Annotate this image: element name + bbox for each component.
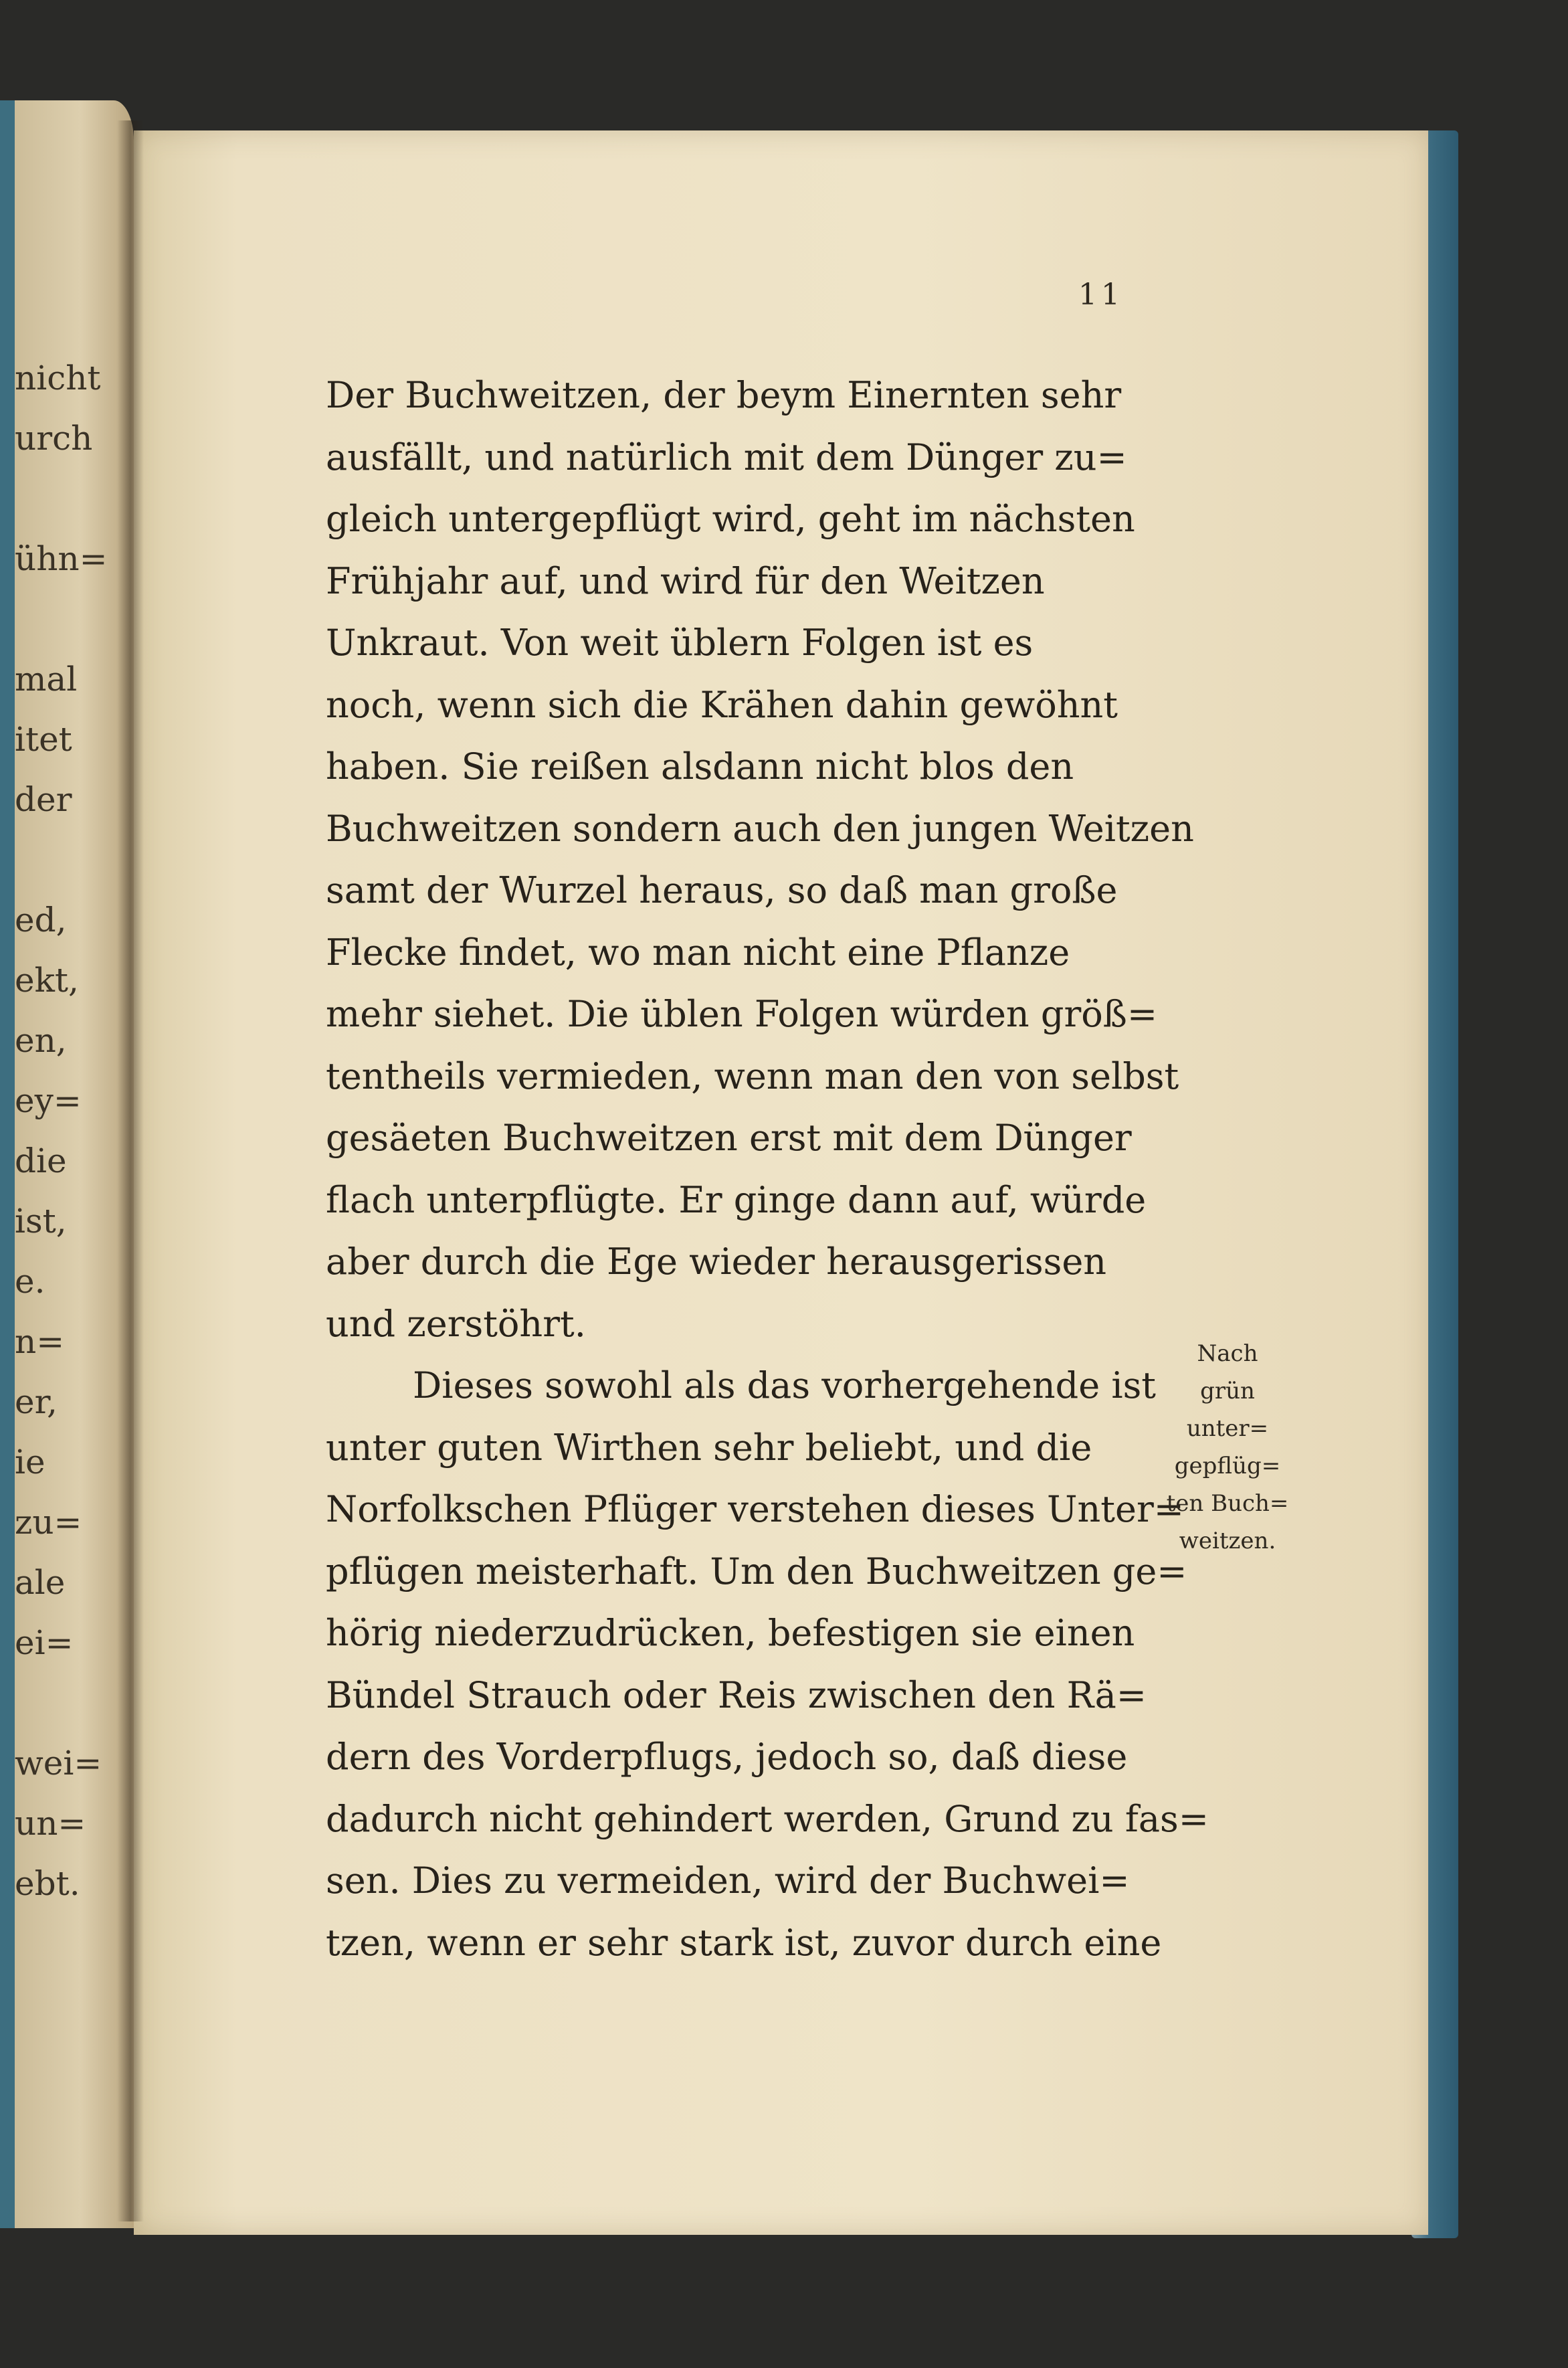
marginal-line: unter= [1186, 1415, 1269, 1442]
text-line: gesäeten Buchweitzen erst mit dem Dünger [326, 1117, 1132, 1159]
marginal-note [1164, 1335, 1291, 1560]
left-fragment [15, 1673, 134, 1733]
text-line: Flecke findet, wo man nicht eine Pflanze [326, 931, 1070, 974]
text-line: tzen, wenn er sehr stark ist, zuvor durch eine [326, 1921, 1162, 1964]
marginal-line: Nach [1197, 1340, 1258, 1367]
text-line: Buchweitzen sondern auch den jungen Weitzen [326, 807, 1194, 850]
text-line: samt der Wurzel heraus, so daß man große [326, 869, 1118, 911]
text-line: mehr siehet. Die üblen Folgen würden größ= [326, 993, 1158, 1035]
left-fragment [15, 830, 134, 890]
text-line: sen. Dies zu vermeiden, wird der Buchwei= [326, 1859, 1130, 1902]
text-line: Norfolkschen Pflüger verstehen dieses Unter= [326, 1488, 1185, 1530]
left-fragment: der [15, 780, 72, 819]
marginal-line: weitzen. [1179, 1528, 1276, 1554]
left-fragment: ebt. [15, 1864, 80, 1903]
left-fragment: ühn= [15, 539, 108, 578]
text-line: Frühjahr auf, und wird für den Weitzen [326, 559, 1045, 602]
left-fragment: ie [15, 1443, 45, 1481]
text-line: gleich untergepflügt wird, geht im nächsten [326, 498, 1135, 540]
text-line: Unkraut. Von weit üblern Folgen ist es [326, 622, 1034, 664]
left-fragment: ale [15, 1563, 66, 1602]
left-fragment: urch [15, 419, 93, 458]
left-fragment: ekt, [15, 961, 79, 1000]
text-line: tentheils vermieden, wenn man den von selbst [326, 1055, 1179, 1097]
marginal-line: ten Buch= [1166, 1490, 1289, 1517]
left-page-text-fragments [15, 348, 134, 1914]
text-line: flach unterpflügte. Er ginge dann auf, würde [326, 1178, 1147, 1221]
left-fragment: er, [15, 1382, 58, 1421]
text-line: haben. Sie reißen alsdann nicht blos den [326, 745, 1074, 788]
left-fragment: ey= [15, 1081, 82, 1120]
text-line: und zerstöhrt. [326, 1302, 586, 1345]
text-line: dern des Vorderpflugs, jedoch so, daß diese [326, 1736, 1128, 1778]
body-text [326, 365, 1209, 1974]
left-fragment: mal [15, 660, 78, 699]
left-fragment: nicht [15, 359, 101, 397]
page-number: 11 [1078, 278, 1124, 312]
left-cover-edge [0, 100, 15, 2228]
marginal-line: gepflüg= [1174, 1453, 1281, 1479]
left-fragment: itet [15, 720, 72, 759]
text-line: pflügen meisterhaft. Um den Buchweitzen ge= [326, 1550, 1187, 1592]
marginal-line: grün [1200, 1378, 1255, 1404]
left-fragment: ist, [15, 1202, 67, 1241]
left-fragment: wei= [15, 1744, 102, 1783]
text-line: noch, wenn sich die Krähen dahin gewöhnt [326, 683, 1118, 726]
left-fragment: en, [15, 1021, 67, 1060]
left-fragment: die [15, 1142, 67, 1180]
text-line: ausfällt, und natürlich mit dem Dünger zu= [326, 436, 1127, 478]
book-gutter [117, 120, 144, 2221]
left-fragment: ei= [15, 1623, 74, 1662]
left-fragment: ed, [15, 901, 67, 939]
left-fragment [15, 589, 134, 649]
text-line: Der Buchweitzen, der beym Einernten sehr [326, 374, 1122, 416]
left-fragment: n= [15, 1322, 65, 1361]
text-line: unter guten Wirthen sehr beliebt, und die [326, 1426, 1092, 1469]
text-line: hörig niederzudrücken, befestigen sie einen [326, 1612, 1135, 1654]
text-line: dadurch nicht gehindert werden, Grund zu fas= [326, 1797, 1209, 1840]
text-line: aber durch die Ege wieder herausgerissen [326, 1241, 1107, 1283]
text-line: Bündel Strauch oder Reis zwischen den Rä= [326, 1673, 1147, 1716]
left-fragment: e. [15, 1262, 45, 1301]
left-fragment: un= [15, 1804, 86, 1843]
left-fragment [15, 468, 134, 529]
left-fragment: zu= [15, 1503, 82, 1542]
text-line: Dieses sowohl als das vorhergehende ist [413, 1364, 1157, 1406]
